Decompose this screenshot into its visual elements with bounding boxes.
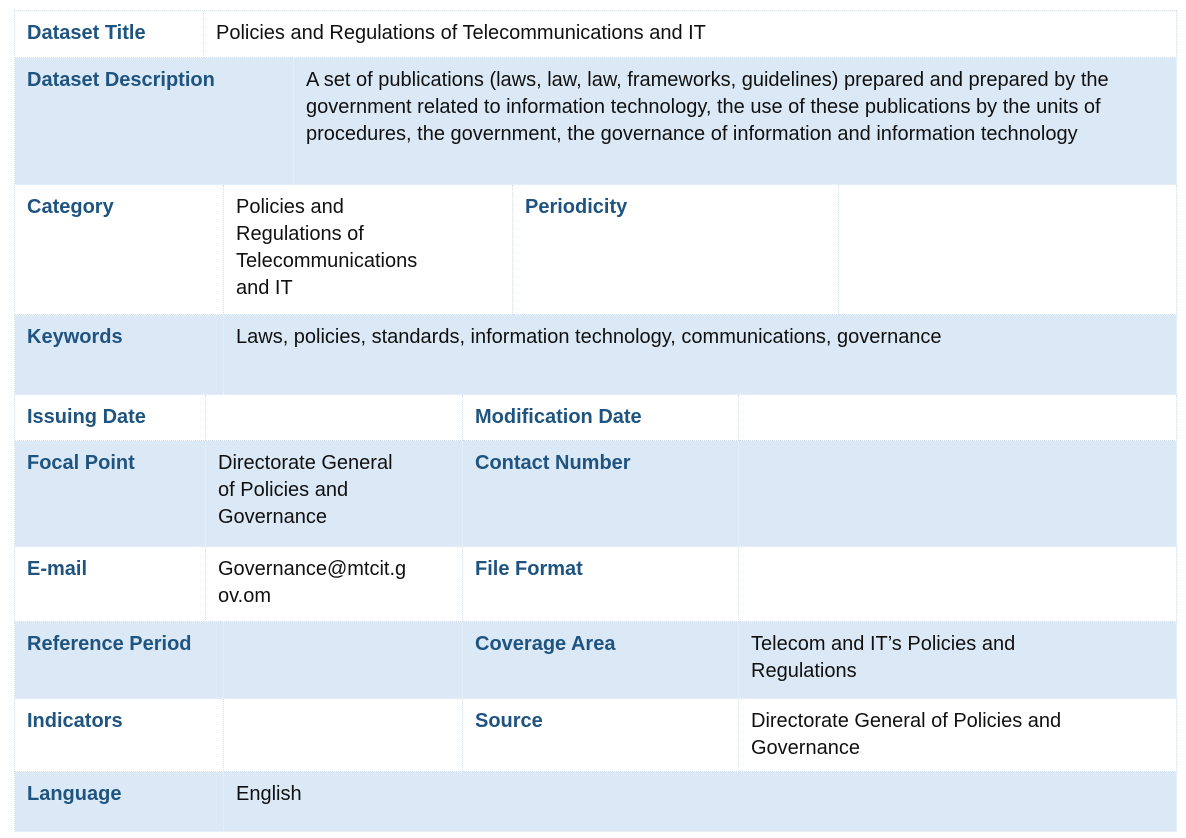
field-label-issuing-date: Issuing Date — [15, 395, 206, 441]
field-label-reference-period: Reference Period — [15, 622, 224, 699]
field-label-modification-date: Modification Date — [463, 395, 739, 441]
row-focal-point-contact-number — [15, 441, 1177, 547]
field-label-keywords: Keywords — [15, 315, 224, 395]
field-value-dataset-title: Policies and Regulations of Telecommunications and IT — [204, 11, 1177, 58]
field-value-modification-date — [739, 395, 1177, 441]
dataset-metadata-table — [14, 10, 1177, 832]
field-value-indicators — [224, 699, 463, 772]
field-label-focal-point: Focal Point — [15, 441, 206, 547]
field-value-email: Governance@mtcit.gov.om — [206, 547, 463, 622]
row-keywords — [15, 315, 1177, 395]
field-value-source: Directorate General of Policies and Governance — [739, 699, 1177, 772]
field-label-periodicity: Periodicity — [513, 185, 839, 315]
field-value-reference-period — [224, 622, 463, 699]
field-label-email: E-mail — [15, 547, 206, 622]
row-dataset-description — [15, 58, 1177, 185]
row-reference-period-coverage-area — [15, 622, 1177, 699]
field-label-dataset-description: Dataset Description — [15, 58, 294, 185]
row-language — [15, 772, 1177, 832]
field-label-dataset-title: Dataset Title — [15, 11, 204, 58]
row-category-periodicity — [15, 185, 1177, 315]
field-label-coverage-area: Coverage Area — [463, 622, 739, 699]
field-value-keywords: Laws, policies, standards, information technology, communications, governance — [224, 315, 1177, 395]
field-value-file-format — [739, 547, 1177, 622]
field-value-dataset-description: A set of publications (laws, law, law, frameworks, guidelines) prepared and prepared by the government related to information technology, the use of these publications by the units of procedures, the government, the governance of information and information technology — [294, 58, 1177, 185]
field-value-category: Policies and Regulations of Telecommunications and IT — [224, 185, 513, 315]
row-dataset-title — [15, 11, 1177, 58]
field-value-periodicity — [839, 185, 1177, 315]
row-email-file-format — [15, 547, 1177, 622]
field-label-indicators: Indicators — [15, 699, 224, 772]
field-label-language: Language — [15, 772, 224, 832]
row-issuing-modification-date — [15, 395, 1177, 441]
field-value-coverage-area: Telecom and IT’s Policies and Regulations — [739, 622, 1177, 699]
field-label-contact-number: Contact Number — [463, 441, 739, 547]
field-value-contact-number — [739, 441, 1177, 547]
field-value-issuing-date — [206, 395, 463, 441]
field-value-focal-point: Directorate General of Policies and Governance — [206, 441, 463, 547]
field-label-file-format: File Format — [463, 547, 739, 622]
row-indicators-source — [15, 699, 1177, 772]
field-label-source: Source — [463, 699, 739, 772]
field-value-language: English — [224, 772, 1177, 832]
field-label-category: Category — [15, 185, 224, 315]
